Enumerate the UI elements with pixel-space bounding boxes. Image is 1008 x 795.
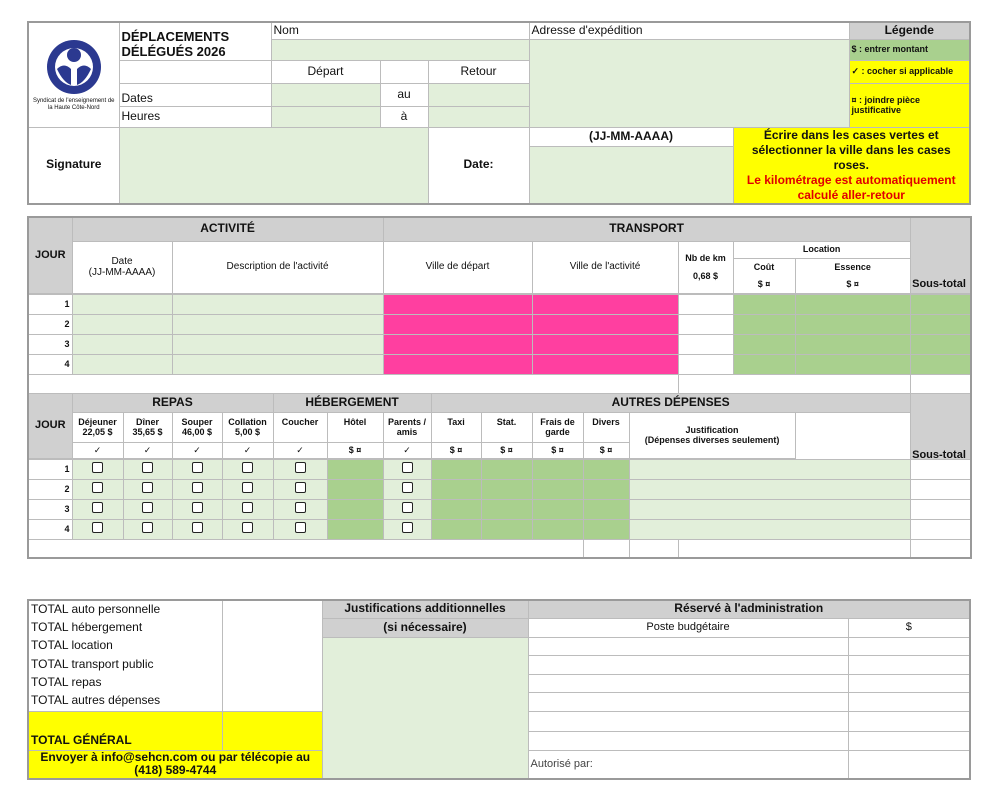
transport-public-input[interactable] xyxy=(910,354,971,374)
collation-checkbox[interactable] xyxy=(242,502,253,513)
jour-header: JOUR xyxy=(28,393,72,458)
meals-total-blank xyxy=(28,539,583,558)
nb-km-value xyxy=(678,294,733,314)
activity-date-input[interactable] xyxy=(72,354,172,374)
dejeuner-checkbox-cell xyxy=(72,479,123,499)
dejeuner-checkbox[interactable] xyxy=(92,502,103,513)
souper-label: Souper xyxy=(181,416,213,427)
money-symbol: $ ¤ xyxy=(583,442,629,458)
ville-activite-select[interactable] xyxy=(532,334,678,354)
total-auto-label: TOTAL auto personnelle xyxy=(28,600,222,618)
ville-depart-select[interactable] xyxy=(383,334,532,354)
km-rate: 0,68 $ xyxy=(693,271,719,281)
blank-cell xyxy=(119,60,271,83)
row-number: 1 xyxy=(28,459,72,479)
divers-input[interactable] xyxy=(583,479,629,499)
row-number: 3 xyxy=(28,334,72,354)
retour-label: Retour xyxy=(428,60,529,83)
location-essence-input[interactable] xyxy=(795,334,910,354)
nb-km-label: Nb de km xyxy=(685,252,726,263)
collation-checkbox-cell xyxy=(222,519,273,539)
total-general-value xyxy=(222,711,322,750)
transport-public-input[interactable] xyxy=(910,314,971,334)
row-number: 4 xyxy=(28,519,72,539)
diner-header xyxy=(123,412,172,442)
repas-header: REPAS xyxy=(72,393,273,412)
ville-activite-select[interactable] xyxy=(532,354,678,374)
stat-input[interactable] xyxy=(481,499,532,519)
justif-sub: (si nécessaire) xyxy=(322,618,528,637)
cout-money: $ ¤ xyxy=(757,278,771,289)
signature-input[interactable] xyxy=(119,127,428,204)
diner-checkbox[interactable] xyxy=(142,502,153,513)
heure-retour-input[interactable] xyxy=(428,106,529,127)
souper-checkbox-cell xyxy=(172,519,222,539)
dejeuner-header xyxy=(72,412,123,442)
autorise-label: Autorisé par: xyxy=(528,750,848,779)
activity-total-blank xyxy=(678,374,910,393)
ville-activite-header: Ville de l'activité xyxy=(532,241,678,293)
collation-label: Collation xyxy=(228,416,267,427)
au-label: au xyxy=(380,83,428,106)
jour-header: JOUR xyxy=(28,217,72,293)
collation-checkbox[interactable] xyxy=(242,522,253,533)
location-essence-input[interactable] xyxy=(795,354,910,374)
justification-sub: (Dépenses diverses seulement) xyxy=(644,435,780,445)
signature-date-input[interactable] xyxy=(529,146,733,203)
frais-garde-input[interactable] xyxy=(532,479,583,499)
note-line-1: Écrire dans les cases vertes et sélectionner la ville dans les cases roses. xyxy=(751,127,951,172)
admin-poste-input[interactable] xyxy=(528,692,848,711)
location-cout-input[interactable] xyxy=(733,354,795,374)
totals-values-cell xyxy=(222,600,322,711)
ville-depart-select[interactable] xyxy=(383,294,532,314)
hotel-header: Hôtel xyxy=(327,412,383,442)
instructions-note xyxy=(733,127,970,204)
adresse-label: Adresse d'expédition xyxy=(529,22,849,39)
heures-label: Heures xyxy=(119,106,271,127)
sous-total-value xyxy=(910,499,971,519)
check-symbol: ✓ xyxy=(222,442,273,458)
total-repas-label: TOTAL repas xyxy=(28,674,222,692)
meal-row xyxy=(28,519,971,539)
essence-label: Essence xyxy=(834,262,871,273)
divers-input[interactable] xyxy=(583,499,629,519)
taxi-input[interactable] xyxy=(431,519,481,539)
activity-row xyxy=(28,294,971,314)
date-depart-input[interactable] xyxy=(271,83,380,106)
date-format-label: (JJ-MM-AAAA) xyxy=(529,127,733,146)
meal-row xyxy=(28,459,971,479)
autorise-input[interactable] xyxy=(848,750,970,779)
cout-header xyxy=(733,258,795,293)
location-cout-input[interactable] xyxy=(733,334,795,354)
union-logo-icon xyxy=(41,38,107,96)
dejeuner-rate: 22,05 $ xyxy=(82,427,113,437)
frais-garde-input[interactable] xyxy=(532,519,583,539)
parents-checkbox-cell xyxy=(383,519,431,539)
activity-description-input[interactable] xyxy=(172,294,383,314)
sous-total-value xyxy=(910,459,971,479)
souper-checkbox[interactable] xyxy=(192,482,203,493)
frais-garde-input[interactable] xyxy=(532,499,583,519)
admin-poste-input[interactable] xyxy=(528,731,848,750)
parents-checkbox-cell xyxy=(383,459,431,479)
stat-input[interactable] xyxy=(481,479,532,499)
justif-title: Justifications additionnelles xyxy=(322,600,528,618)
ville-depart-select[interactable] xyxy=(383,314,532,334)
admin-amount-input[interactable] xyxy=(848,711,970,731)
diner-rate: 35,65 $ xyxy=(132,427,163,437)
hotel-input[interactable] xyxy=(327,499,383,519)
nom-label: Nom xyxy=(271,22,529,39)
collation-checkbox-cell xyxy=(222,459,273,479)
location-cout-input[interactable] xyxy=(733,294,795,314)
legende-label: Légende xyxy=(849,22,970,39)
total-hebergement-label: TOTAL hébergement xyxy=(28,618,222,637)
date-label: Date: xyxy=(428,127,529,204)
row-number: 1 xyxy=(28,294,72,314)
admin-amount-input[interactable] xyxy=(848,655,970,674)
coucher-checkbox-cell xyxy=(273,459,327,479)
diner-checkbox[interactable] xyxy=(142,482,153,493)
ville-activite-select[interactable] xyxy=(532,314,678,334)
check-symbol: ✓ xyxy=(72,442,123,458)
stat-header: Stat. xyxy=(481,412,532,442)
dejeuner-checkbox-cell xyxy=(72,519,123,539)
totals-table xyxy=(27,599,971,780)
admin-amount-input[interactable] xyxy=(848,731,970,750)
check-symbol: ✓ xyxy=(273,442,327,458)
total-autres-label: TOTAL autres dépenses xyxy=(28,692,222,711)
total-general-label: TOTAL GÉNÉRAL xyxy=(28,711,222,750)
parents-checkbox[interactable] xyxy=(402,482,413,493)
activite-header: ACTIVITÉ xyxy=(72,217,383,241)
admin-poste-input[interactable] xyxy=(528,655,848,674)
taxi-header: Taxi xyxy=(431,412,481,442)
location-cout-input[interactable] xyxy=(733,314,795,334)
activity-description-input[interactable] xyxy=(172,314,383,334)
depart-label: Départ xyxy=(271,60,380,83)
admin-poste-input[interactable] xyxy=(528,637,848,655)
parents-checkbox[interactable] xyxy=(402,502,413,513)
date-col-label: Date xyxy=(111,255,133,267)
dejeuner-checkbox-cell xyxy=(72,459,123,479)
souper-header xyxy=(172,412,222,442)
diner-checkbox-cell xyxy=(123,479,172,499)
money-symbol: $ ¤ xyxy=(327,442,383,458)
activity-total-blank xyxy=(28,374,678,393)
stat-input[interactable] xyxy=(481,459,532,479)
money-symbol: $ ¤ xyxy=(532,442,583,458)
coucher-checkbox-cell xyxy=(273,479,327,499)
coucher-checkbox[interactable] xyxy=(295,462,306,473)
blank-cell xyxy=(380,60,428,83)
souper-checkbox[interactable] xyxy=(192,462,203,473)
org-name: Syndicat de l'enseignement de la Haute Côte-Nord xyxy=(32,98,115,111)
sous-total-value xyxy=(910,479,971,499)
activity-description-input[interactable] xyxy=(172,334,383,354)
sous-total-label-activity: Sous-total xyxy=(912,278,966,290)
check-symbol: ✓ xyxy=(123,442,172,458)
row-number: 2 xyxy=(28,314,72,334)
frais-garde-input[interactable] xyxy=(532,459,583,479)
nb-km-value xyxy=(678,334,733,354)
souper-checkbox-cell xyxy=(172,499,222,519)
nb-km-header xyxy=(678,241,733,293)
dejeuner-checkbox[interactable] xyxy=(92,522,103,533)
souper-checkbox-cell xyxy=(172,479,222,499)
diner-checkbox[interactable] xyxy=(142,522,153,533)
row-number: 2 xyxy=(28,479,72,499)
ville-depart-select[interactable] xyxy=(383,354,532,374)
activity-date-input[interactable] xyxy=(72,334,172,354)
activity-date-input[interactable] xyxy=(72,294,172,314)
nb-km-value xyxy=(678,314,733,334)
diner-checkbox-cell xyxy=(123,499,172,519)
taxi-input[interactable] xyxy=(431,479,481,499)
collation-checkbox-cell xyxy=(222,499,273,519)
admin-poste-input[interactable] xyxy=(528,711,848,731)
money-symbol: $ ¤ xyxy=(481,442,532,458)
transport-header: TRANSPORT xyxy=(383,217,910,241)
autres-depenses-header: AUTRES DÉPENSES xyxy=(431,393,910,412)
collation-checkbox-cell xyxy=(222,479,273,499)
nb-km-value xyxy=(678,354,733,374)
poste-budgetaire-label: Poste budgétaire xyxy=(528,618,848,637)
row-number: 4 xyxy=(28,354,72,374)
activity-date-input[interactable] xyxy=(72,314,172,334)
note-line-2: Le kilométrage est automatiquement calculé aller-retour xyxy=(746,172,956,202)
justification-input[interactable] xyxy=(629,479,910,499)
activity-row xyxy=(28,354,971,374)
activity-row xyxy=(28,314,971,334)
meals-total-blank xyxy=(629,539,678,558)
form-title xyxy=(119,22,271,60)
justifications-input[interactable] xyxy=(322,637,528,779)
collation-checkbox[interactable] xyxy=(242,482,253,493)
meals-total-blank xyxy=(678,539,910,558)
justification-header xyxy=(629,412,795,458)
location-essence-input[interactable] xyxy=(795,314,910,334)
ville-depart-header: Ville de départ xyxy=(383,241,532,293)
dejeuner-checkbox[interactable] xyxy=(92,482,103,493)
souper-checkbox[interactable] xyxy=(192,522,203,533)
coucher-checkbox-cell xyxy=(273,519,327,539)
dollar-label: $ xyxy=(848,618,970,637)
activity-description-input[interactable] xyxy=(172,354,383,374)
transport-public-input[interactable] xyxy=(910,294,971,314)
meals-total-value xyxy=(910,539,971,558)
expenses-table xyxy=(27,216,972,559)
justification-input[interactable] xyxy=(629,459,910,479)
souper-checkbox[interactable] xyxy=(192,502,203,513)
activity-row xyxy=(28,334,971,354)
check-symbol: ✓ xyxy=(383,442,431,458)
check-symbol: ✓ xyxy=(172,442,222,458)
title-line-2: DÉLÉGUÉS 2026 xyxy=(121,43,226,59)
coucher-checkbox[interactable] xyxy=(295,522,306,533)
legend-green: $ : entrer montant xyxy=(849,39,970,60)
divers-header: Divers xyxy=(583,412,629,442)
dejeuner-label: Déjeuner xyxy=(78,416,117,427)
ville-activite-select[interactable] xyxy=(532,294,678,314)
transport-public-input[interactable] xyxy=(910,334,971,354)
a-label: à xyxy=(380,106,428,127)
total-transport-public-label: TOTAL transport public xyxy=(28,655,222,674)
dejeuner-checkbox-cell xyxy=(72,499,123,519)
cout-label: Coût xyxy=(753,262,775,273)
divers-input[interactable] xyxy=(583,519,629,539)
taxi-input[interactable] xyxy=(431,499,481,519)
description-col-header: Description de l'activité xyxy=(172,241,383,293)
souper-checkbox-cell xyxy=(172,459,222,479)
coucher-checkbox-cell xyxy=(273,499,327,519)
divers-input[interactable] xyxy=(583,459,629,479)
collation-checkbox[interactable] xyxy=(242,462,253,473)
parents-header: Parents / amis xyxy=(383,412,431,442)
nom-input[interactable] xyxy=(271,39,529,60)
taxi-input[interactable] xyxy=(431,459,481,479)
dates-label: Dates xyxy=(119,83,271,106)
parents-checkbox[interactable] xyxy=(402,522,413,533)
money-symbol: $ ¤ xyxy=(431,442,481,458)
collation-rate: 5,00 $ xyxy=(234,427,261,437)
legend-attach: ¤ : joindre pièce justificative xyxy=(849,83,970,127)
meals-total-blank xyxy=(583,539,629,558)
souper-rate: 46,00 $ xyxy=(181,427,213,437)
title-line-1: DÉPLACEMENTS xyxy=(121,28,230,44)
parents-checkbox-cell xyxy=(383,479,431,499)
parents-checkbox[interactable] xyxy=(402,462,413,473)
admin-amount-input[interactable] xyxy=(848,637,970,655)
header-table xyxy=(27,21,971,205)
diner-label: Dîner xyxy=(135,416,159,427)
hotel-input[interactable] xyxy=(327,459,383,479)
parents-checkbox-cell xyxy=(383,499,431,519)
collation-header xyxy=(222,412,273,442)
stat-input[interactable] xyxy=(481,519,532,539)
location-essence-input[interactable] xyxy=(795,294,910,314)
justification-input[interactable] xyxy=(629,519,910,539)
justification-input[interactable] xyxy=(629,499,910,519)
send-instructions: Envoyer à info@sehcn.com ou par télécopie au (418) 589-4744 xyxy=(28,750,322,779)
diner-checkbox[interactable] xyxy=(142,462,153,473)
coucher-checkbox[interactable] xyxy=(295,482,306,493)
logo-cell xyxy=(28,22,119,127)
activity-total-value xyxy=(910,374,971,393)
essence-header xyxy=(795,258,910,293)
date-col-header xyxy=(72,241,172,293)
essence-money: $ ¤ xyxy=(846,278,859,289)
legend-check: ✓ : cocher si applicable xyxy=(849,60,970,83)
row-number: 3 xyxy=(28,499,72,519)
admin-amount-input[interactable] xyxy=(848,692,970,711)
hotel-input[interactable] xyxy=(327,479,383,499)
diner-checkbox-cell xyxy=(123,519,172,539)
sous-total-label-meals: Sous-total xyxy=(912,449,966,461)
admin-amount-input[interactable] xyxy=(848,674,970,692)
sous-total-value xyxy=(910,519,971,539)
signature-label: Signature xyxy=(28,127,119,204)
justification-label: Justification xyxy=(685,424,739,435)
diner-checkbox-cell xyxy=(123,459,172,479)
frais-garde-header: Frais de garde xyxy=(532,412,583,442)
dejeuner-checkbox[interactable] xyxy=(92,462,103,473)
hotel-input[interactable] xyxy=(327,519,383,539)
admin-poste-input[interactable] xyxy=(528,674,848,692)
total-location-label: TOTAL location xyxy=(28,637,222,655)
hebergement-header: HÉBERGEMENT xyxy=(273,393,431,412)
coucher-checkbox[interactable] xyxy=(295,502,306,513)
meal-row xyxy=(28,499,971,519)
admin-title: Réservé à l'administration xyxy=(528,600,970,618)
location-header: Location xyxy=(733,241,910,258)
adresse-input[interactable] xyxy=(529,39,849,127)
meal-row xyxy=(28,479,971,499)
coucher-header: Coucher xyxy=(273,412,327,442)
date-col-format: (JJ-MM-AAAA) xyxy=(88,267,156,278)
date-retour-input[interactable] xyxy=(428,83,529,106)
heure-depart-input[interactable] xyxy=(271,106,380,127)
